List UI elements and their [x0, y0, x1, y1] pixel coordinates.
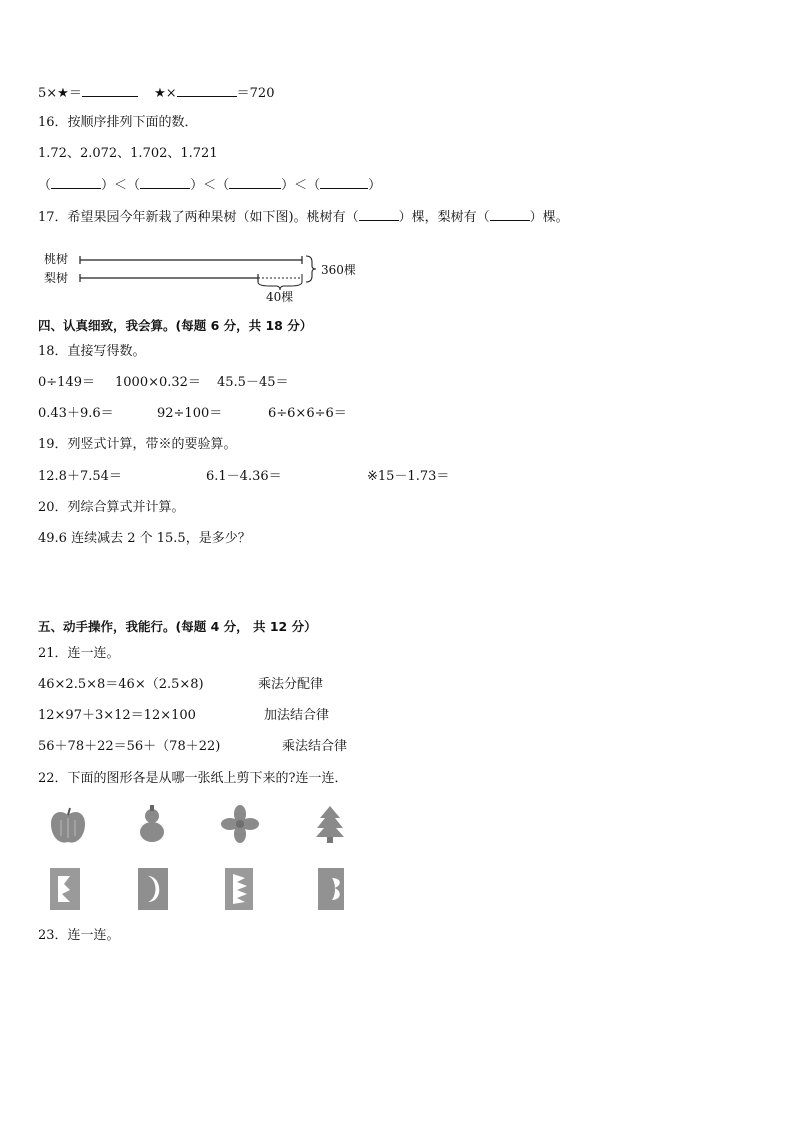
paper-zigzag-icon[interactable] [225, 868, 253, 910]
q23-title: 23．连一连。 [38, 928, 120, 943]
q17-title [38, 208, 569, 226]
paren-left: （ [127, 178, 141, 193]
q18-item: 0.43＋9.6＝ [38, 406, 114, 421]
paren-right: ） [101, 178, 115, 193]
q16-numbers: 1.72、2.072、1.702、1.721 [38, 146, 218, 161]
less-than: ＜ [114, 178, 128, 193]
answer-blank[interactable] [51, 176, 101, 189]
q19-item: ※15－1.73＝ [367, 469, 450, 484]
q21-left-item[interactable]: 12×97＋3×12＝12×100 [38, 708, 196, 723]
q19-title: 19．列竖式计算，带※的要验算。 [38, 437, 237, 452]
q19-item: 12.8＋7.54＝ [38, 469, 122, 484]
paper-c-icon[interactable] [138, 868, 168, 910]
q22-title: 22．下面的图形各是从哪一张纸上剪下来的?连一连． [38, 771, 348, 786]
q15-part1: 5×★＝ [38, 86, 82, 101]
q19-item: 6.1－4.36＝ [206, 469, 282, 484]
q18-title: 18．直接写得数。 [38, 344, 146, 359]
difference-label: 40棵 [266, 290, 294, 304]
q15-part3: ＝720 [236, 86, 275, 101]
section-4-heading: 四、认真细致，我会算。(每题 6 分，共 18 分） [38, 318, 313, 333]
answer-blank[interactable] [82, 84, 138, 97]
tree-icon[interactable] [314, 804, 346, 844]
label-peach: 桃树 [44, 252, 69, 266]
q21-right-item[interactable]: 乘法结合律 [282, 739, 348, 754]
label-pear: 梨树 [44, 271, 69, 285]
less-than: ＜ [294, 178, 308, 193]
q21-title: 21．连一连。 [38, 646, 120, 661]
flower-icon[interactable] [220, 804, 260, 844]
total-label: 360棵 [321, 263, 356, 277]
q15-line [38, 84, 274, 102]
paren-left: （ [307, 178, 321, 193]
q17-text-c: ）棵。 [529, 210, 569, 225]
paper-e-icon[interactable] [50, 868, 80, 910]
answer-blank-pear[interactable] [490, 208, 530, 221]
q15-part2: ★× [154, 86, 177, 101]
q18-item: 45.5－45＝ [217, 375, 289, 390]
q18-item: 6÷6×6÷6＝ [268, 406, 347, 421]
paren-right: ） [281, 178, 295, 193]
answer-blank[interactable] [229, 176, 281, 189]
answer-blank[interactable] [177, 84, 237, 97]
gourd-icon[interactable] [136, 804, 168, 844]
q18-item: 92÷100＝ [157, 406, 223, 421]
q18-item: 1000×0.32＝ [115, 375, 201, 390]
less-than: ＜ [203, 178, 217, 193]
paren-left: （ [38, 178, 52, 193]
paren-right: ） [190, 178, 204, 193]
apple-icon[interactable] [49, 806, 87, 846]
paren-left: （ [216, 178, 230, 193]
answer-blank-peach[interactable] [359, 208, 399, 221]
q21-right-item[interactable]: 加法结合律 [264, 708, 330, 723]
q16-order-line [38, 176, 381, 194]
q17-text-a: 17．希望果园今年新栽了两种果树（如下图)。桃树有（ [38, 210, 359, 225]
q17-text-b: ）棵，梨树有（ [398, 210, 490, 225]
answer-blank[interactable] [140, 176, 190, 189]
q21-left-item[interactable]: 46×2.5×8＝46×（2.5×8) [38, 677, 204, 692]
q20-title: 20．列综合算式并计算。 [38, 500, 185, 515]
section-5-heading: 五、动手操作，我能行。(每题 4 分， 共 12 分） [38, 619, 317, 634]
answer-blank[interactable] [320, 176, 368, 189]
paren-right: ） [368, 178, 382, 193]
q16-title: 16．按顺序排列下面的数． [38, 115, 198, 130]
q18-item: 0÷149＝ [38, 375, 95, 390]
q20-body: 49.6 连续减去 2 个 15.5，是多少？ [38, 531, 251, 546]
q21-left-item[interactable]: 56＋78＋22＝56＋（78＋22) [38, 739, 221, 754]
paper-notch-icon[interactable] [318, 868, 344, 910]
segment-diagram [70, 248, 390, 308]
q21-right-item[interactable]: 乘法分配律 [258, 677, 324, 692]
total-brace [306, 256, 316, 282]
